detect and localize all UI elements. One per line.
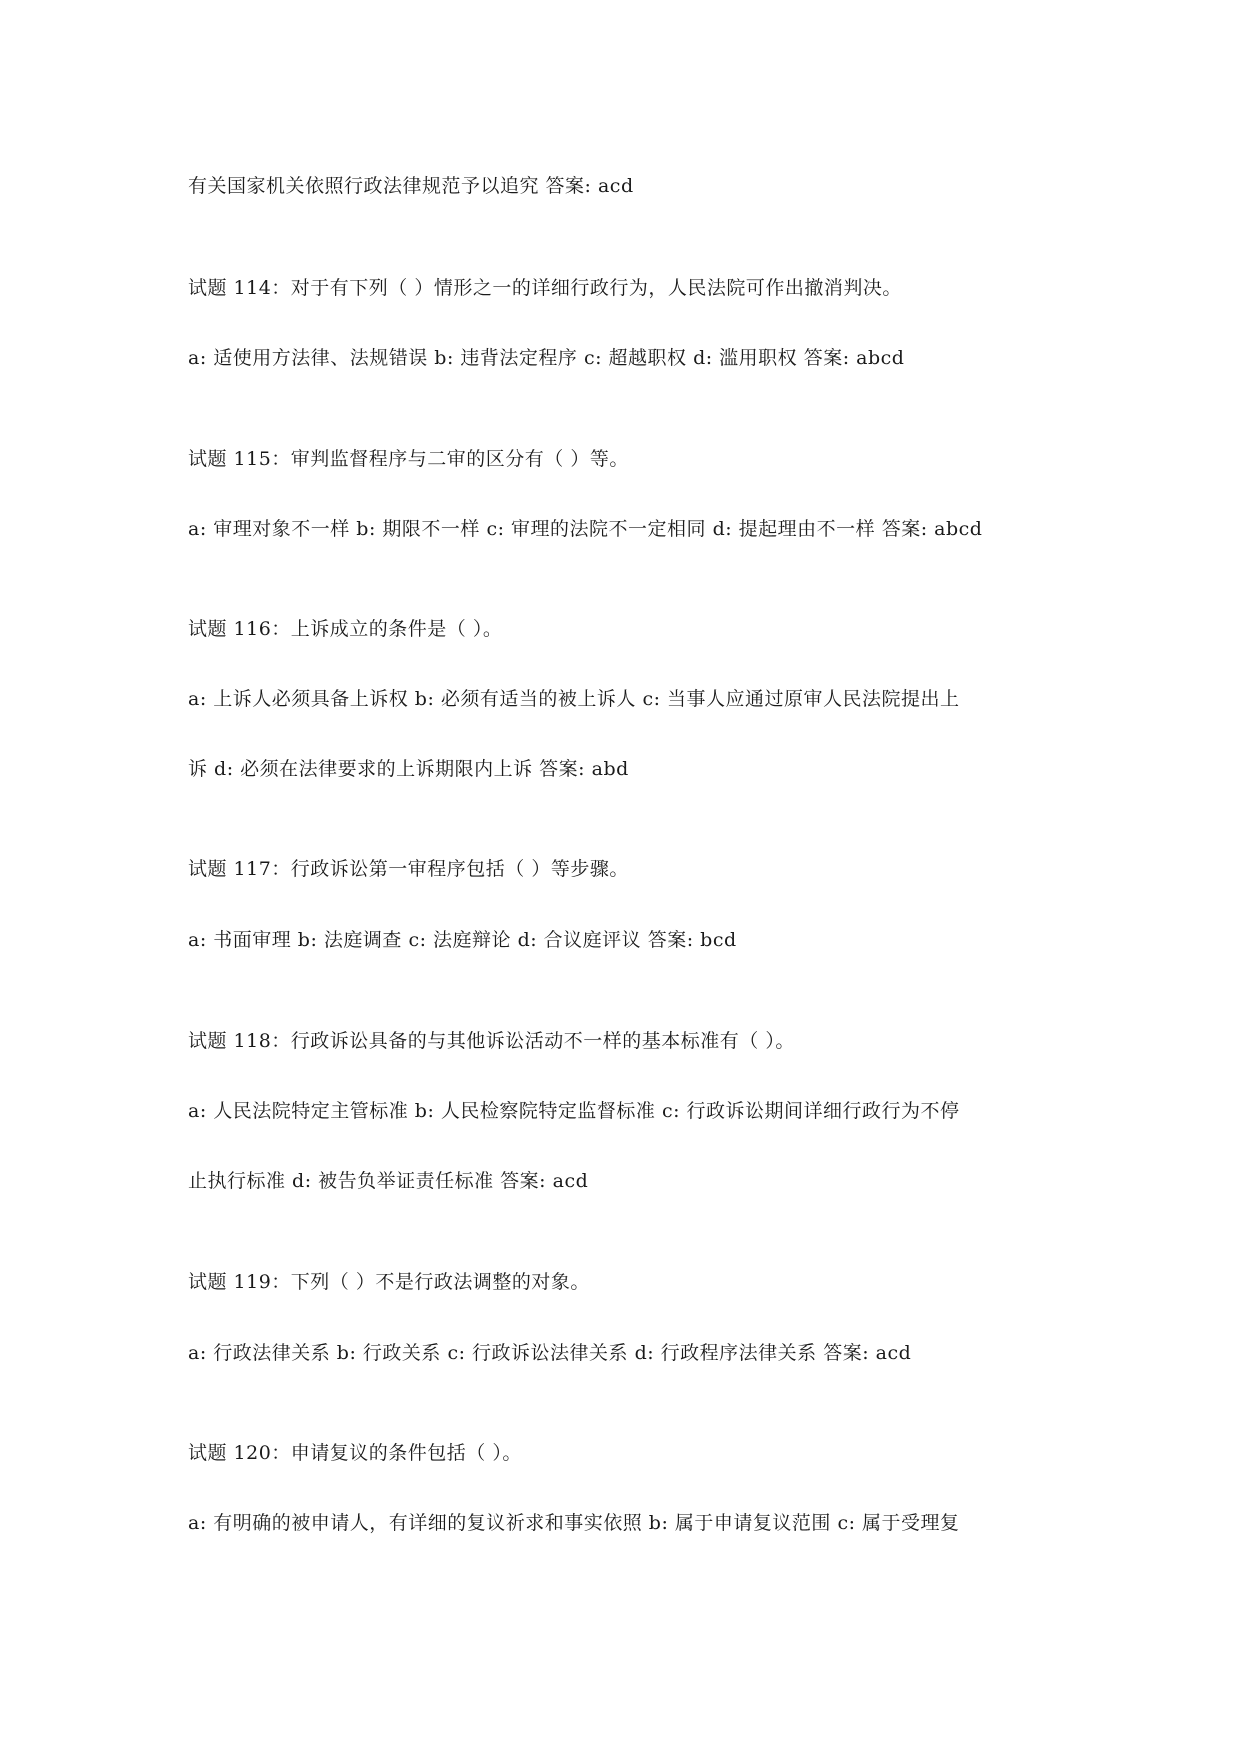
question-117: 试题 117：行政诉讼第一审程序包括（ ）等步骤。	[188, 858, 629, 880]
options-115: a: 审理对象不一样 b: 期限不一样 c: 审理的法院不一定相同 d: 提起理由不一样 答案: abcd	[188, 518, 983, 540]
options-114: a: 适使用方法律、法规错误 b: 违背法定程序 c: 超越职权 d: 滥用职权 答案: abcd	[188, 347, 905, 369]
question-118: 试题 118：行政诉讼具备的与其他诉讼活动不一样的基本标准有（ ）。	[188, 1030, 795, 1052]
question-114: 试题 114：对于有下列（ ）情形之一的详细行政行为，人民法院可作出撤消判决。	[188, 277, 902, 299]
options-116-line-2: 诉 d: 必须在法律要求的上诉期限内上诉 答案: abd	[188, 758, 629, 780]
options-118-line-1: a: 人民法院特定主管标准 b: 人民检察院特定监督标准 c: 行政诉讼期间详细行政行为不停	[188, 1100, 960, 1122]
answer-line-113: 有关国家机关依照行政法律规范予以追究 答案: acd	[188, 175, 634, 197]
options-118-line-2: 止执行标准 d: 被告负举证责任标准 答案: acd	[188, 1170, 589, 1192]
options-120-line-1: a: 有明确的被申请人，有详细的复议祈求和事实依照 b: 属于申请复议范围 c: 属于受理复	[188, 1512, 960, 1534]
options-119: a: 行政法律关系 b: 行政关系 c: 行政诉讼法律关系 d: 行政程序法律关系 答案: acd	[188, 1342, 912, 1364]
question-116: 试题 116：上诉成立的条件是（ ）。	[188, 618, 503, 640]
question-119: 试题 119：下列（ ）不是行政法调整的对象。	[188, 1271, 590, 1293]
question-120: 试题 120：申请复议的条件包括（ ）。	[188, 1442, 522, 1464]
options-117: a: 书面审理 b: 法庭调查 c: 法庭辩论 d: 合议庭评议 答案: bcd	[188, 929, 737, 951]
question-115: 试题 115：审判监督程序与二审的区分有（ ）等。	[188, 448, 629, 470]
options-116-line-1: a: 上诉人必须具备上诉权 b: 必须有适当的被上诉人 c: 当事人应通过原审人民法院提出上	[188, 688, 960, 710]
